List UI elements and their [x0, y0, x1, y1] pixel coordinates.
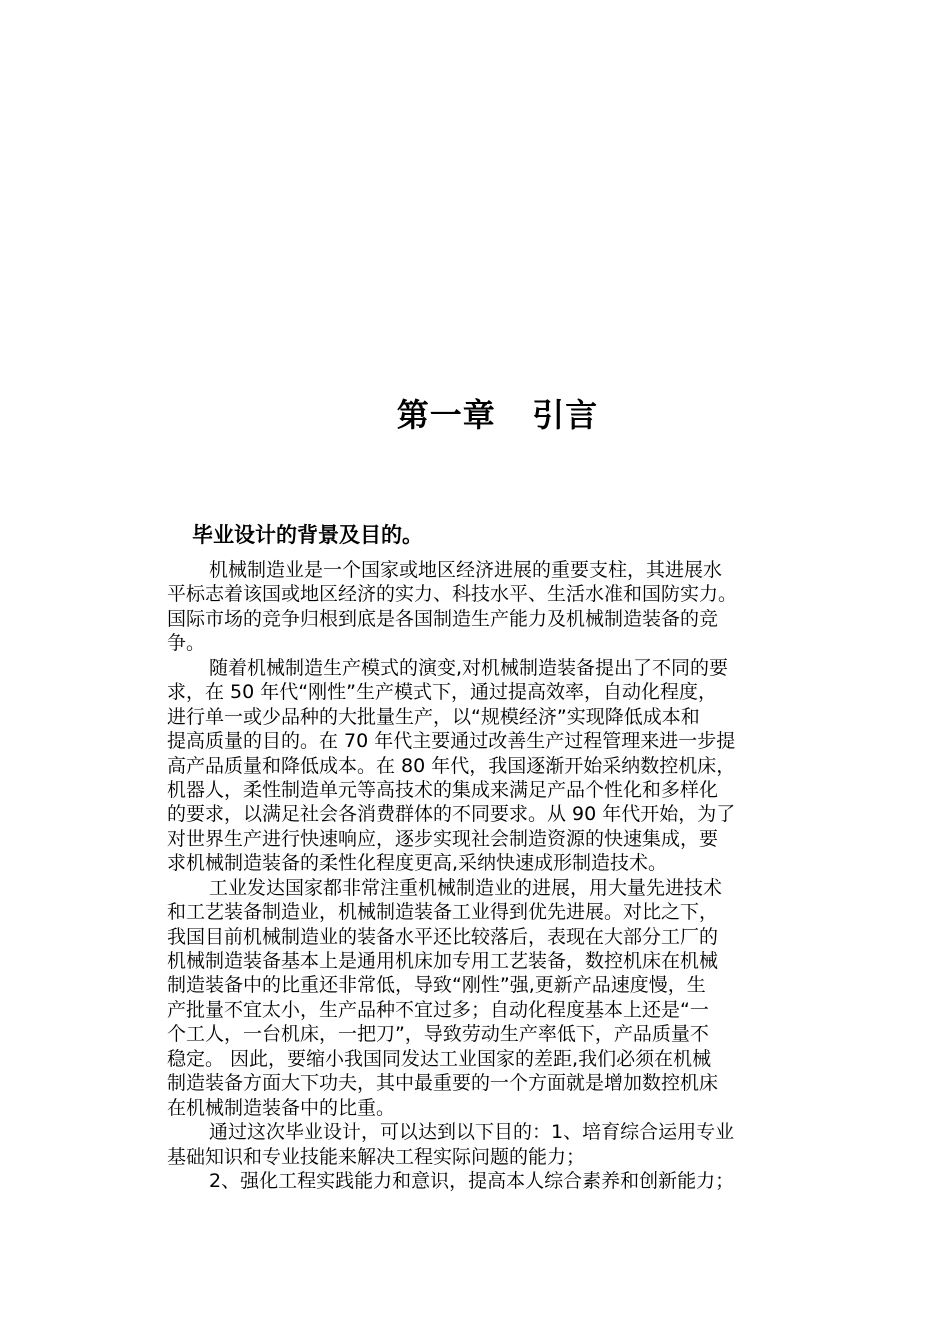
text-line: 机械制造业是一个国家或地区经济进展的重要支柱，其进展水	[209, 559, 723, 581]
text-line: 和工艺装备制造业，机械制造装备工业得到优先进展。对比之下，	[167, 901, 719, 924]
text-line: 在机械制造装备中的比重。	[167, 1096, 396, 1119]
text-line: 2、强化工程实践能力和意识，提高本人综合素养和创新能力；	[209, 1169, 735, 1192]
text-line: 基础知识和专业技能来解决工程实际问题的能力；	[167, 1145, 586, 1168]
text-line: 个工人，一台机床，一把刀”，导致劳动生产率低下，产品质量不	[167, 1023, 709, 1046]
text-line: 制造装备方面大下功夫，其中最重要的一个方面就是增加数控机床	[167, 1072, 719, 1095]
text-line: 提高质量的目的。在 70 年代主要通过改善生产过程管理来进一步提	[167, 730, 736, 753]
text-line: 随着机械制造生产模式的演变,对机械制造装备提出了不同的要	[209, 656, 729, 679]
text-line: 机械制造装备基本上是通用机床加专用工艺装备，数控机床在机械	[167, 950, 719, 972]
text-line: 求，在 50 年代“刚性”生产模式下，通过提高效率，自动化程度，	[167, 681, 717, 704]
text-line: 我国目前机械制造业的装备水平还比较落后，表现在大部分工厂的	[167, 925, 719, 948]
body-text	[167, 558, 847, 1193]
text-line: 国际市场的竞争归根到底是各国制造生产能力及机械制造装备的竞	[167, 607, 719, 630]
text-line: 高产品质量和降低成本。在 80 年代，我国逐渐开始采纳数控机床，	[167, 754, 736, 777]
text-line: 稳定。 因此，要缩小我国同发达工业国家的差距,我们必须在机械	[167, 1047, 712, 1070]
text-line: 产批量不宜太小，生产品种不宜过多；自动化程度基本上还是“一	[167, 998, 709, 1021]
text-line: 平标志着该国或地区经济的实力、科技水平、生活水准和国防实力。	[167, 583, 738, 606]
text-line: 求机械制造装备的柔性化程度更高,采纳快速成形制造技术。	[167, 852, 668, 875]
text-line: 工业发达国家都非常注重机械制造业的进展，用大量先进技术	[209, 876, 723, 899]
text-line: 通过这次毕业设计，可以达到以下目的：1、培育综合运用专业	[209, 1121, 735, 1144]
text-line: 机器人，柔性制造单元等高技术的集成来满足产品个性化和多样化	[167, 778, 719, 801]
section-title: 毕业设计的背景及目的。	[192, 523, 423, 547]
text-line: 进行单一或少品种的大批量生产，以“规模经济”实现降低成本和	[167, 705, 700, 728]
text-line: 的要求，以满足社会各消费群体的不同要求。从 90 年代开始，为了	[167, 803, 736, 826]
text-line: 对世界生产进行快速响应，逐步实现社会制造资源的快速集成，要	[167, 827, 719, 850]
text-line: 争。	[167, 632, 206, 655]
text-line: 制造装备中的比重还非常低，导致“刚性”强,更新产品速度慢，生	[167, 974, 706, 997]
chapter-title: 第一章 引言	[396, 396, 599, 434]
